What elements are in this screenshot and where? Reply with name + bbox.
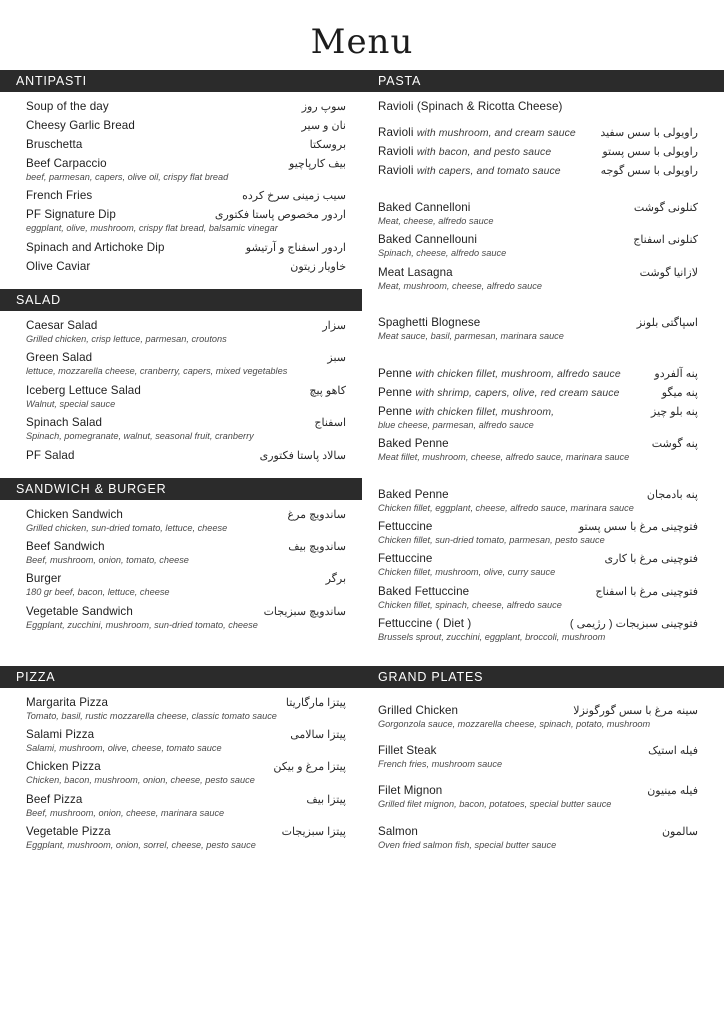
list-item	[26, 508, 346, 534]
item-description: Salami, mushroom, olive, cheese, tomato sauce	[26, 743, 222, 754]
item-name: Bruschetta	[26, 138, 83, 151]
list-item	[378, 164, 698, 177]
section-heading-sandwich-burger: SANDWICH & BURGER	[0, 478, 362, 500]
list-item	[378, 367, 698, 380]
list-item	[26, 157, 346, 183]
item-name: Fillet Steak	[378, 744, 437, 758]
pizza-items	[26, 688, 346, 868]
item-name-fa: فیله استیک	[648, 745, 698, 758]
item-name-fa: پنه بلو چیز	[651, 405, 698, 418]
list-item	[26, 760, 346, 786]
band-row-pizza-grand	[0, 666, 724, 688]
item-name-fa: سزار	[322, 319, 346, 332]
item-name: Vegetable Pizza	[26, 825, 111, 839]
list-item	[26, 189, 346, 202]
list-item	[26, 100, 346, 113]
item-name-fa: بیف کارپاچیو	[289, 158, 346, 170]
list-item	[378, 585, 698, 611]
item-name-fa: کنلونی گوشت	[633, 202, 698, 214]
item-name-fa: لازانیا گوشت	[639, 266, 698, 279]
item-name-fa: اسفناج	[314, 417, 346, 430]
item-description: blue cheese, parmesan, alfredo sauce	[378, 419, 534, 430]
item-description: Spinach, cheese, alfredo sauce	[378, 248, 507, 259]
item-name: Salami Pizza	[26, 728, 95, 742]
columns-top	[0, 92, 724, 660]
item-name-fa: پنه آلفردو	[654, 367, 698, 380]
item-name: Baked Penne	[378, 437, 449, 451]
item-name: Salmon	[378, 824, 418, 838]
item-name: Beef Carpaccio	[26, 157, 107, 170]
item-name-fa: ساندویچ بیف	[288, 540, 346, 553]
item-name: Margarita Pizza	[26, 695, 109, 709]
item-name: Spinach Salad	[26, 416, 103, 430]
list-item	[378, 704, 698, 730]
item-name	[378, 164, 561, 177]
item-name-fa: پنه گوشت	[651, 438, 698, 451]
item-name: Spaghetti Blognese	[378, 316, 481, 330]
item-name-modifier: with shrimp, capers, olive, red cream sauce	[415, 387, 620, 399]
list-item	[26, 138, 346, 151]
list-item	[378, 145, 698, 158]
item-name-fa: پیتزا سالامی	[290, 729, 346, 742]
item-name: Chicken Pizza	[26, 760, 101, 774]
band-row-antipasti-pasta	[0, 70, 724, 92]
item-name-main: Ravioli	[378, 164, 414, 177]
item-name: Baked Fettuccine	[378, 584, 470, 598]
section-heading-antipasti: ANTIPASTI	[0, 70, 362, 92]
item-name: Spinach and Artichoke Dip	[26, 240, 165, 254]
item-description: Meat fillet, mushroom, cheese, alfredo sauce, marinara sauce	[378, 452, 630, 463]
list-item	[26, 793, 346, 819]
item-name: Chicken Sandwich	[26, 507, 123, 521]
list-item	[26, 696, 346, 722]
item-name: Vegetable Sandwich	[26, 604, 133, 618]
item-name-modifier: with chicken fillet, mushroom,	[415, 406, 555, 418]
list-item	[26, 728, 346, 754]
item-name-fa: کنلونی اسفناج	[633, 234, 698, 247]
item-name: Cheesy Garlic Bread	[26, 119, 135, 132]
item-description: Chicken fillet, eggplant, cheese, alfredo sauce, marinara sauce	[378, 502, 634, 513]
page-title: Menu	[310, 22, 414, 62]
list-item	[26, 260, 346, 273]
list-item	[26, 416, 346, 442]
item-name-fa: اردور مخصوص پاستا فکتوری	[214, 209, 346, 222]
item-name	[378, 367, 621, 380]
item-description: lettuce, mozzarella cheese, cranberry, capers, mixed vegetables	[26, 366, 288, 377]
item-name: Caesar Salad	[26, 318, 98, 332]
list-item	[378, 784, 698, 810]
list-item	[26, 449, 346, 462]
item-name-main: Ravioli	[378, 126, 414, 139]
item-description: Meat sauce, basil, parmesan, marinara sauce	[378, 331, 564, 342]
item-name-main: Penne	[378, 366, 413, 380]
item-name: Baked Cannellouni	[378, 233, 478, 247]
item-name-fa: برگر	[325, 573, 346, 586]
item-name-fa: فتوچینی مرغ با کاری	[604, 553, 698, 566]
list-item	[378, 825, 698, 851]
left-column	[0, 92, 362, 660]
section-heading-grand-plates: GRAND PLATES	[362, 666, 724, 688]
list-item	[378, 520, 698, 546]
item-name-fa: نان و سیر	[301, 120, 346, 132]
item-name: Burger	[26, 572, 62, 586]
item-name-fa: سبز	[327, 352, 346, 365]
item-description: Spinach, pomegranate, walnut, seasonal fruit, cranberry	[26, 431, 254, 442]
salad-items	[26, 311, 346, 478]
list-item	[378, 316, 698, 342]
item-name: Fettuccine	[378, 519, 433, 533]
band-half-left-2	[0, 666, 362, 688]
item-name-fa: پیتزا سبزیجات	[281, 826, 346, 839]
list-item	[26, 208, 346, 234]
item-name: Beef Sandwich	[26, 539, 105, 553]
item-description: Oven fried salmon fish, special butter sauce	[378, 839, 557, 850]
item-name-fa: کاهو پیچ	[309, 384, 346, 397]
item-name-fa: اردور اسفناج و آرتیشو	[245, 241, 346, 254]
item-name-fa: پیتزا مرغ و بیکن	[273, 761, 346, 774]
item-name-fa: سوپ روز	[301, 101, 346, 113]
grand-plates-items	[378, 688, 698, 868]
list-item	[378, 405, 698, 431]
list-item	[378, 233, 698, 259]
item-name: Grilled Chicken	[378, 703, 459, 717]
item-description: Meat, cheese, alfredo sauce	[378, 216, 494, 226]
item-name: Meat Lasagna	[378, 265, 453, 279]
list-item	[26, 241, 346, 254]
item-description: Grilled filet mignon, bacon, potatoes, special butter sauce	[378, 799, 612, 810]
item-name	[378, 386, 619, 399]
item-description: Tomato, basil, rustic mozzarella cheese, classic tomato sauce	[26, 710, 277, 721]
band-half-left	[0, 70, 362, 92]
list-item	[378, 437, 698, 463]
item-description: Meat, mushroom, cheese, alfredo sauce	[378, 280, 542, 291]
item-description: Eggplant, zucchini, mushroom, sun-dried tomato, cheese	[26, 619, 258, 630]
list-item	[26, 384, 346, 410]
list-item	[26, 119, 346, 132]
list-item	[378, 201, 698, 227]
list-item	[378, 266, 698, 292]
item-description: Gorgonzola sauce, mozzarella cheese, spinach, potato, mushroom	[378, 718, 651, 729]
item-name: Baked Penne	[378, 487, 449, 501]
item-name	[378, 126, 576, 139]
section-heading-salad: SALAD	[0, 289, 362, 311]
section-heading-pasta: PASTA	[362, 70, 724, 92]
pasta-items	[378, 92, 698, 660]
section-heading-pizza: PIZZA	[0, 666, 362, 688]
item-name-main: Penne	[378, 404, 413, 418]
list-item	[26, 351, 346, 377]
item-description: Chicken fillet, sun-dried tomato, parmesan, pesto sauce	[378, 534, 605, 545]
item-name: Ravioli (Spinach & Ricotta Cheese)	[378, 100, 563, 113]
item-name-fa: پیتزا مارگاریتا	[285, 696, 346, 709]
item-name-fa: پنه میگو	[661, 386, 698, 399]
item-name: Baked Cannelloni	[378, 201, 471, 214]
band-half-right	[362, 70, 724, 92]
sandwich-items	[26, 500, 346, 648]
item-name-fa: سیب زمینی سرخ کرده	[242, 190, 346, 203]
item-description: Beef, mushroom, onion, cheese, marinara sauce	[26, 807, 225, 818]
item-name-fa: اسپاگتی بلونز	[636, 317, 698, 330]
item-name-fa: پنه بادمجان	[646, 488, 698, 501]
item-description: Walnut, special sauce	[26, 398, 116, 409]
item-name-modifier: with capers, and tomato sauce	[416, 166, 561, 177]
item-description: beef, parmesan, capers, olive oil, crispy flat bread	[26, 172, 229, 182]
right-column	[362, 92, 724, 660]
item-name-fa: راویولی با سس پستو	[602, 146, 698, 158]
item-name-fa: فتوچینی مرغ با سس پستو	[578, 520, 698, 533]
list-item	[26, 605, 346, 631]
item-name-fa: راویولی با سس سفید	[600, 127, 698, 139]
list-item	[378, 552, 698, 578]
list-item	[378, 386, 698, 399]
list-item	[378, 126, 698, 139]
item-name: PF Signature Dip	[26, 208, 116, 222]
item-name: Filet Mignon	[378, 784, 443, 798]
item-description: Brussels sprout, zucchini, eggplant, broccoli, mushroom	[378, 632, 606, 643]
list-item	[26, 540, 346, 566]
item-description: French fries, mushroom sauce	[378, 759, 503, 770]
item-name: PF Salad	[26, 448, 75, 462]
item-name: Soup of the day	[26, 100, 109, 113]
list-item	[378, 744, 698, 770]
item-name-fa: فیله مینیون	[647, 785, 698, 798]
item-name-modifier: with mushroom, and cream sauce	[416, 128, 576, 139]
item-description: 180 gr beef, bacon, lettuce, cheese	[26, 587, 170, 598]
item-description: Chicken, bacon, mushroom, onion, cheese, pesto sauce	[26, 775, 255, 786]
item-name-modifier: with bacon, and pesto sauce	[416, 147, 552, 158]
item-name: Fettuccine ( Diet )	[378, 617, 472, 631]
band-half-right-2	[362, 666, 724, 688]
item-name: Fettuccine	[378, 552, 433, 566]
item-description: Grilled chicken, sun-dried tomato, lettuce, cheese	[26, 522, 228, 533]
item-name-fa: ساندویچ سبزیجات	[263, 605, 346, 618]
item-description: Beef, mushroom, onion, tomato, cheese	[26, 554, 189, 565]
antipasti-items	[26, 92, 346, 289]
list-item	[378, 100, 698, 113]
item-name-fa: فتوچینی سبزیجات ( رژیمی )	[569, 618, 698, 631]
grand-plates-column	[362, 688, 724, 868]
item-description: Chicken fillet, mushroom, olive, curry sauce	[378, 567, 556, 578]
item-name-modifier: with chicken fillet, mushroom, alfredo sauce	[415, 368, 621, 380]
columns-bottom	[0, 688, 724, 868]
item-name-main: Ravioli	[378, 145, 414, 158]
item-description: Grilled chicken, crisp lettuce, parmesan, croutons	[26, 333, 227, 344]
item-name	[378, 145, 551, 158]
item-name-fa: سینه مرغ با سس گورگونزلا	[573, 704, 698, 717]
item-name-fa: سالاد پاستا فکتوری	[259, 449, 346, 462]
item-name-fa: خاویار زیتون	[290, 260, 346, 273]
item-name: Iceberg Lettuce Salad	[26, 383, 141, 397]
list-item	[26, 572, 346, 598]
item-name-fa: بروسکتا	[309, 139, 346, 151]
item-name-main: Penne	[378, 385, 413, 399]
item-name: Green Salad	[26, 351, 93, 365]
item-description: eggplant, olive, mushroom, crispy flat bread, balsamic vinegar	[26, 223, 278, 234]
item-name: Beef Pizza	[26, 792, 83, 806]
item-name-fa: ساندویچ مرغ	[287, 508, 346, 521]
item-name-fa: پیتزا بیف	[306, 793, 346, 806]
item-description: Eggplant, mushroom, onion, sorrel, cheese, pesto sauce	[26, 840, 256, 851]
item-name-fa: راویولی با سس گوجه	[600, 165, 698, 177]
list-item	[26, 319, 346, 345]
list-item	[378, 617, 698, 643]
list-item	[378, 488, 698, 514]
item-name: French Fries	[26, 189, 93, 203]
item-name-fa: فتوچینی مرغ با اسفناج	[595, 585, 698, 598]
item-description: Chicken fillet, spinach, cheese, alfredo sauce	[378, 599, 562, 610]
list-item	[26, 825, 346, 851]
item-name-fa: سالمون	[661, 825, 698, 838]
item-name	[378, 405, 554, 418]
item-name: Olive Caviar	[26, 259, 91, 273]
pizza-column	[0, 688, 362, 868]
